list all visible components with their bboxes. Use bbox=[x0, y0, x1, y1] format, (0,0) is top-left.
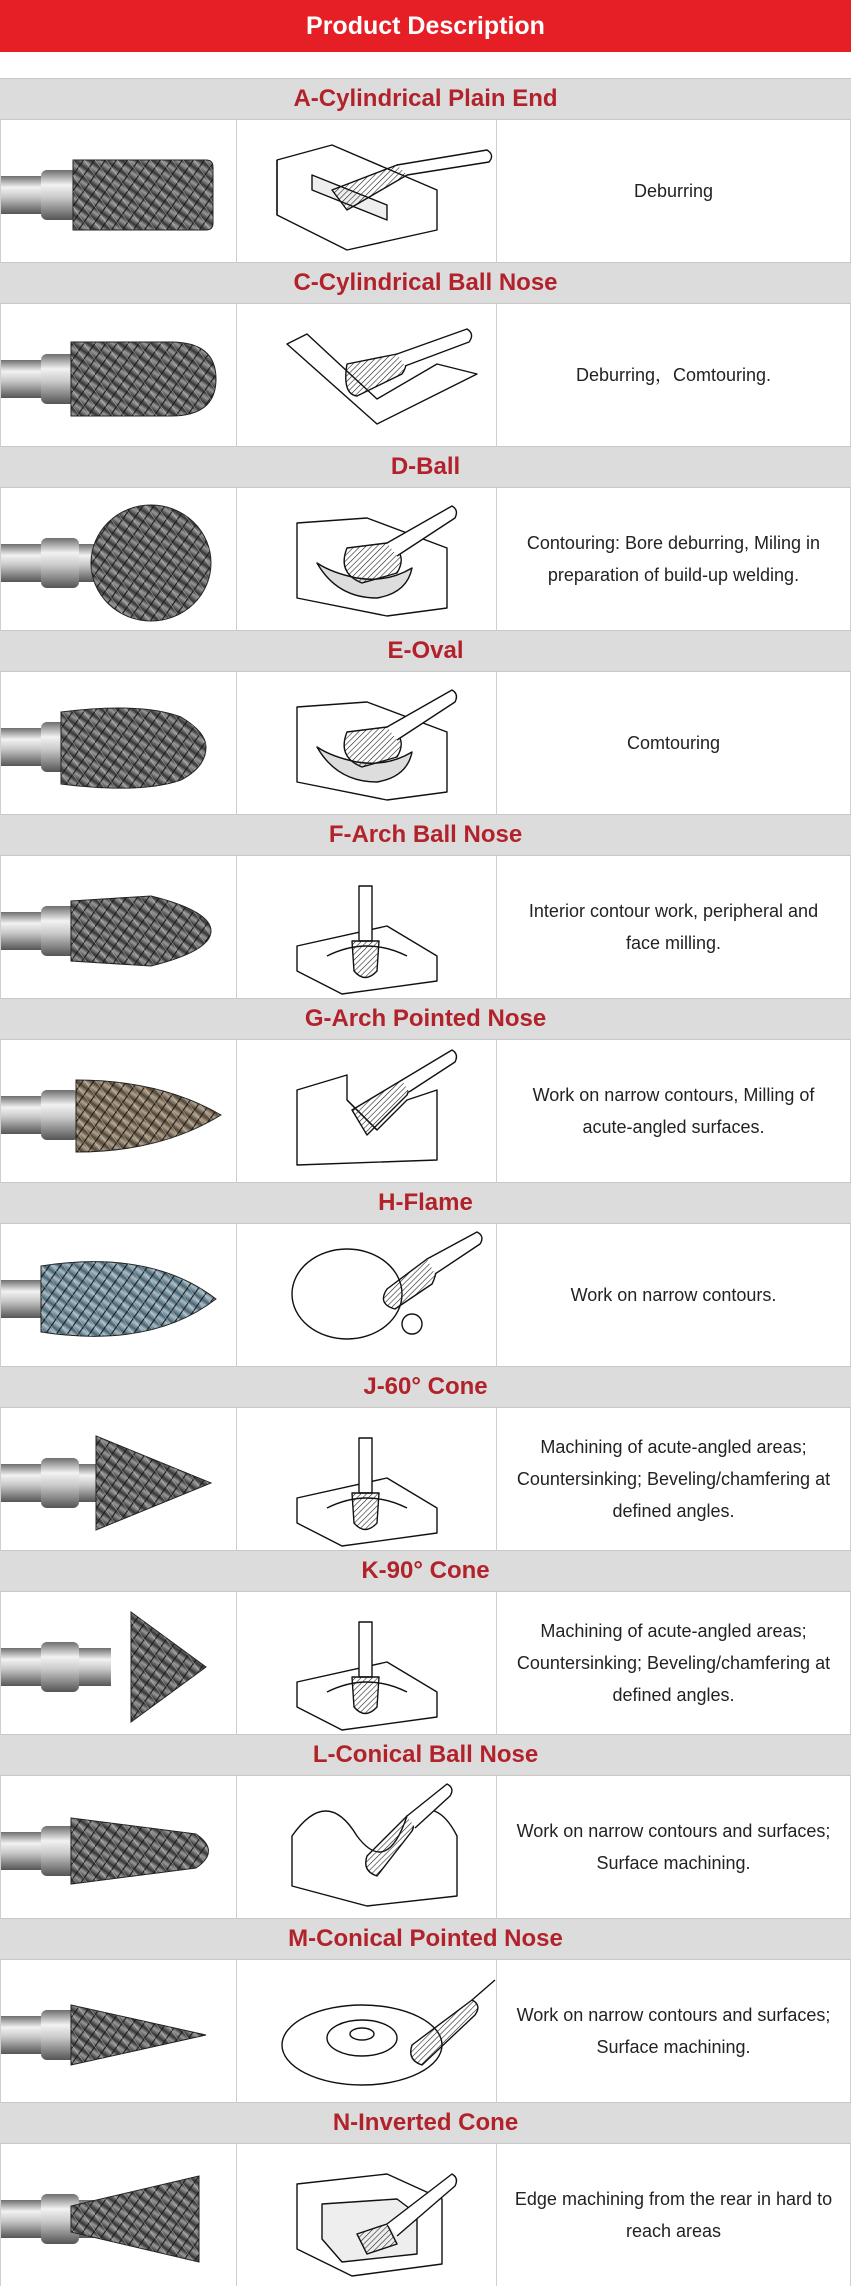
application-description: Deburring，Comtouring. bbox=[575, 365, 772, 385]
product-section-d-ball bbox=[0, 446, 851, 630]
product-section-h-flame bbox=[0, 1182, 851, 1366]
application-description: Interior contour work, peripheral and face milling. bbox=[528, 901, 819, 953]
application-diagram-d-ball bbox=[237, 488, 497, 630]
burr-photo-m-conical-pointed-nose bbox=[1, 1960, 237, 2102]
product-section-f-arch-ball-nose bbox=[0, 814, 851, 998]
application-diagram-f-arch-ball-nose bbox=[237, 856, 497, 998]
product-section-g-arch-pointed-nose bbox=[0, 998, 851, 1182]
product-section-m-conical-pointed-nose bbox=[0, 1918, 851, 2102]
section-title: E-Oval bbox=[0, 630, 851, 672]
application-description: Contouring: Bore deburring, Miling in preparation of build-up welding. bbox=[526, 533, 821, 585]
burr-photo-k-90-cone bbox=[1, 1592, 237, 1734]
product-section-n-inverted-cone bbox=[0, 2102, 851, 2286]
burr-photo-c-cylindrical-ball-nose bbox=[1, 304, 237, 446]
application-description: Machining of acute-angled areas; Countersinking; Beveling/chamfering at defined angles. bbox=[516, 1621, 831, 1705]
section-row bbox=[0, 1040, 851, 1182]
product-section-c-cylindrical-ball-nose bbox=[0, 262, 851, 446]
section-title: K-90° Cone bbox=[0, 1550, 851, 1592]
section-title: G-Arch Pointed Nose bbox=[0, 998, 851, 1040]
section-title: J-60° Cone bbox=[0, 1366, 851, 1408]
header-title: Product Description bbox=[306, 11, 545, 40]
section-title: A-Cylindrical Plain End bbox=[0, 78, 851, 120]
product-description-header bbox=[0, 0, 851, 52]
application-diagram-j-60-cone bbox=[237, 1408, 497, 1550]
burr-photo-e-oval bbox=[1, 672, 237, 814]
section-title: D-Ball bbox=[0, 446, 851, 488]
application-description: Work on narrow contours, Milling of acute-angled surfaces. bbox=[532, 1085, 815, 1137]
burr-photo-a-cylindrical-plain-end bbox=[1, 120, 237, 262]
section-row bbox=[0, 672, 851, 814]
application-diagram-h-flame bbox=[237, 1224, 497, 1366]
application-diagram-c-cylindrical-ball-nose bbox=[237, 304, 497, 446]
application-description: Comtouring bbox=[626, 733, 721, 753]
section-title: N-Inverted Cone bbox=[0, 2102, 851, 2144]
section-title: H-Flame bbox=[0, 1182, 851, 1224]
burr-photo-l-conical-ball-nose bbox=[1, 1776, 237, 1918]
product-section-l-conical-ball-nose bbox=[0, 1734, 851, 1918]
section-title: L-Conical Ball Nose bbox=[0, 1734, 851, 1776]
section-row bbox=[0, 856, 851, 998]
section-title: C-Cylindrical Ball Nose bbox=[0, 262, 851, 304]
application-diagram-m-conical-pointed-nose bbox=[237, 1960, 497, 2102]
section-row bbox=[0, 120, 851, 262]
application-diagram-e-oval bbox=[237, 672, 497, 814]
section-row bbox=[0, 304, 851, 446]
application-description: Work on narrow contours and surfaces; Surface machining. bbox=[516, 1821, 831, 1873]
section-row bbox=[0, 1960, 851, 2102]
application-diagram-l-conical-ball-nose bbox=[237, 1776, 497, 1918]
burr-photo-n-inverted-cone bbox=[1, 2144, 237, 2286]
burr-photo-d-ball bbox=[1, 488, 237, 630]
product-sections bbox=[0, 78, 851, 2286]
header-gap bbox=[0, 52, 851, 78]
application-description: Deburring bbox=[633, 181, 714, 201]
application-description: Edge machining from the rear in hard to reach areas bbox=[514, 2189, 833, 2241]
application-description: Machining of acute-angled areas; Countersinking; Beveling/chamfering at defined angles. bbox=[516, 1437, 831, 1521]
section-row bbox=[0, 1592, 851, 1734]
section-row bbox=[0, 488, 851, 630]
section-row bbox=[0, 1224, 851, 1366]
section-title: F-Arch Ball Nose bbox=[0, 814, 851, 856]
product-section-e-oval bbox=[0, 630, 851, 814]
product-section-k-90-cone bbox=[0, 1550, 851, 1734]
application-description: Work on narrow contours. bbox=[570, 1285, 777, 1305]
burr-photo-g-arch-pointed-nose bbox=[1, 1040, 237, 1182]
application-description: Work on narrow contours and surfaces; Surface machining. bbox=[516, 2005, 831, 2057]
product-section-a-cylindrical-plain-end bbox=[0, 78, 851, 262]
burr-photo-f-arch-ball-nose bbox=[1, 856, 237, 998]
burr-photo-j-60-cone bbox=[1, 1408, 237, 1550]
section-row bbox=[0, 1776, 851, 1918]
section-row bbox=[0, 1408, 851, 1550]
application-diagram-n-inverted-cone bbox=[237, 2144, 497, 2286]
application-diagram-k-90-cone bbox=[237, 1592, 497, 1734]
section-row bbox=[0, 2144, 851, 2286]
burr-photo-h-flame bbox=[1, 1224, 237, 1366]
section-title: M-Conical Pointed Nose bbox=[0, 1918, 851, 1960]
application-diagram-a-cylindrical-plain-end bbox=[237, 120, 497, 262]
product-section-j-60-cone bbox=[0, 1366, 851, 1550]
application-diagram-g-arch-pointed-nose bbox=[237, 1040, 497, 1182]
